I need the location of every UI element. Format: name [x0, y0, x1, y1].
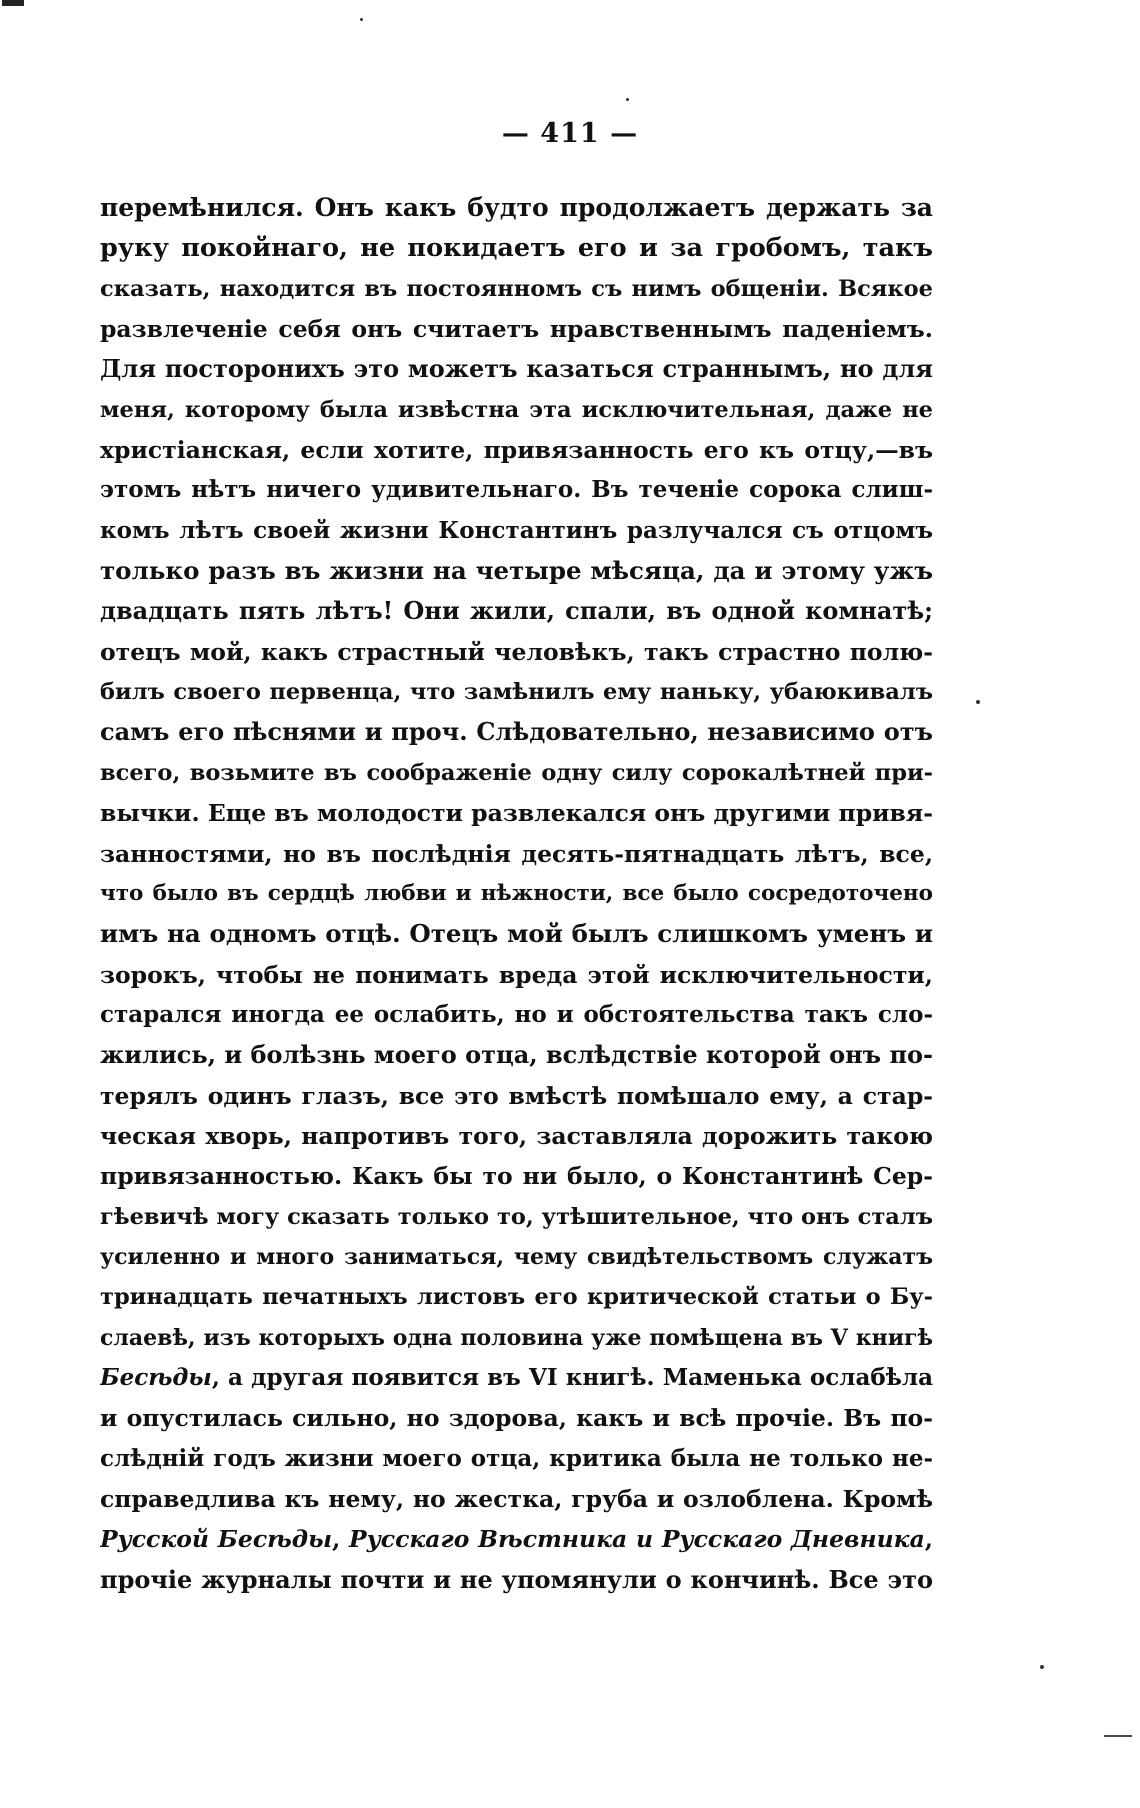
text-line: [100, 712, 933, 752]
text-run: , а другая появится въ VI книгѣ. Маменька ослабѣла: [211, 1363, 933, 1391]
text-line: [100, 1277, 933, 1317]
text-line: [100, 1197, 933, 1237]
text-run: терялъ одинъ глазъ, все это вмѣстѣ помѣшало ему, а стар-: [100, 1081, 933, 1110]
italic-text: и: [636, 1525, 654, 1554]
text-run: ,: [924, 1525, 933, 1554]
text-run: занностями, но въ послѣднія десять-пятнадцать лѣтъ, все,: [100, 839, 933, 868]
text-line: [100, 1035, 933, 1075]
text-line: [100, 591, 933, 631]
text-line: [100, 914, 933, 954]
scan-speck: [976, 700, 980, 704]
text-run: самъ его пѣснями и проч. Слѣдовательно, независимо отъ: [100, 717, 933, 747]
text-line: [100, 1439, 933, 1479]
text-run: прочіе журналы почти и не упомянули о кончинѣ. Все это: [100, 1564, 933, 1594]
text-line: [100, 834, 933, 874]
text-run: развлеченіе себя онъ считаетъ нравственнымъ паденіемъ.: [100, 315, 933, 344]
text-run: [653, 1525, 662, 1553]
text-run: ,: [332, 1525, 350, 1554]
text-run: отецъ мой, какъ страстный человѣкъ, такъ страстно полю-: [100, 637, 933, 666]
text-run: [627, 1525, 636, 1553]
text-line: [100, 511, 933, 551]
text-line: [100, 390, 933, 430]
text-run: двадцать пять лѣтъ! Они жили, спали, въ одной комнатѣ;: [100, 596, 933, 626]
scan-speck: [1040, 1665, 1044, 1669]
text-run: только разъ въ жизни на четыре мѣсяца, да и этому ужъ: [100, 556, 933, 586]
text-line: [100, 874, 933, 914]
text-run: что было въ сердцѣ любви и нѣжности, все было сосредоточено: [100, 880, 933, 906]
scan-speck: [626, 98, 629, 101]
text-line: [100, 430, 933, 470]
text-run: усиленно и много заниматься, чему свидѣтельствомъ служатъ: [100, 1243, 933, 1270]
text-line: [100, 188, 933, 228]
text-line: [100, 1398, 933, 1438]
text-run: жились, и болѣзнь моего отца, вслѣдствіе которой онъ по-: [100, 1040, 933, 1070]
text-run: привязанностью. Какъ бы то ни было, о Константинѣ Сер-: [100, 1162, 933, 1191]
text-run: ческая хворь, напротивъ того, заставляла дорожить такою: [100, 1121, 933, 1150]
italic-text: Бесѣды: [100, 1363, 212, 1391]
text-run: сказать, находится въ постоянномъ съ нимъ общеніи. Всякое: [100, 275, 933, 302]
text-run: христіанская, если хотите, привязанность его къ отцу,—въ: [100, 436, 933, 465]
text-line: [100, 1237, 933, 1277]
text-line: [100, 309, 933, 349]
text-run: справедлива къ нему, но жестка, груба и озлоблена. Кромѣ: [100, 1485, 933, 1513]
text-line: [100, 470, 933, 510]
text-run: гѣевичѣ могу сказать только то, утѣшительное, что онъ сталъ: [100, 1203, 933, 1230]
text-line: [100, 1560, 933, 1600]
text-run: билъ своего первенца, что замѣнилъ ему наньку, убаюкивалъ: [100, 679, 933, 706]
text-run: всего, возьмите въ соображеніе одну силу сорокалѣтней при-: [100, 759, 933, 786]
text-line: [100, 349, 933, 389]
corner-scan-mark: [2, 0, 24, 6]
text-line: [100, 1156, 933, 1196]
text-line: [100, 672, 933, 712]
text-line: [100, 995, 933, 1035]
text-run: руку покойнаго, не покидаетъ его и за гробомъ, такъ: [100, 233, 933, 264]
text-line: [100, 1076, 933, 1116]
scan-edge-mark: [1104, 1735, 1132, 1737]
text-line: [100, 793, 933, 833]
text-line: [100, 1116, 933, 1156]
text-line: [100, 1479, 933, 1519]
italic-text: Русскаго Вѣстника: [349, 1525, 628, 1554]
text-run: комъ лѣтъ своей жизни Константинъ разлучался съ отцомъ: [100, 516, 933, 544]
text-line: [100, 269, 933, 309]
text-line: [100, 228, 933, 268]
text-run: слѣдній годъ жизни моего отца, критика была не только не-: [100, 1444, 933, 1472]
text-run: перемѣнился. Онъ какъ будто продолжаетъ держать за: [100, 193, 933, 222]
text-run: старался иногда ее ослабить, но и обстоятельства такъ сло-: [100, 1000, 933, 1028]
text-line: [100, 1519, 933, 1559]
text-run: зорокъ, чтобы не понимать вреда этой исключительности,: [100, 960, 933, 989]
text-run: и опустилась сильно, но здорова, какъ и всѣ прочіе. Въ по-: [100, 1404, 933, 1433]
italic-text: Русскаго Дневника: [661, 1525, 925, 1554]
text-run: меня, которому была извѣстна эта исключительная, даже не: [100, 396, 933, 423]
text-line: [100, 551, 933, 591]
text-run: тринадцать печатныхъ листовъ его критической статьи о Бу-: [100, 1284, 933, 1311]
text-run: слаевѣ, изъ которыхъ одна половина уже помѣщена въ V книгѣ: [100, 1324, 933, 1351]
text-run: этомъ нѣтъ ничего удивительнаго. Въ теченіе сорока слиш-: [100, 476, 933, 504]
text-run: имъ на одномъ отцѣ. Отецъ мой былъ слишкомъ уменъ и: [100, 919, 933, 949]
body-text: [100, 188, 933, 1600]
text-line: [100, 1358, 933, 1398]
text-line: [100, 1318, 933, 1358]
scan-speck: [360, 18, 363, 21]
text-run: вычки. Еще въ молодости развлекался онъ другими привя-: [100, 799, 933, 828]
italic-text: Русской Бесѣды: [100, 1525, 333, 1554]
page-number: — 411 —: [501, 118, 639, 149]
text-run: Для посторонихъ это можетъ казаться страннымъ, но для: [100, 354, 933, 384]
text-line: [100, 753, 933, 793]
text-line: [100, 632, 933, 672]
text-line: [100, 955, 933, 995]
